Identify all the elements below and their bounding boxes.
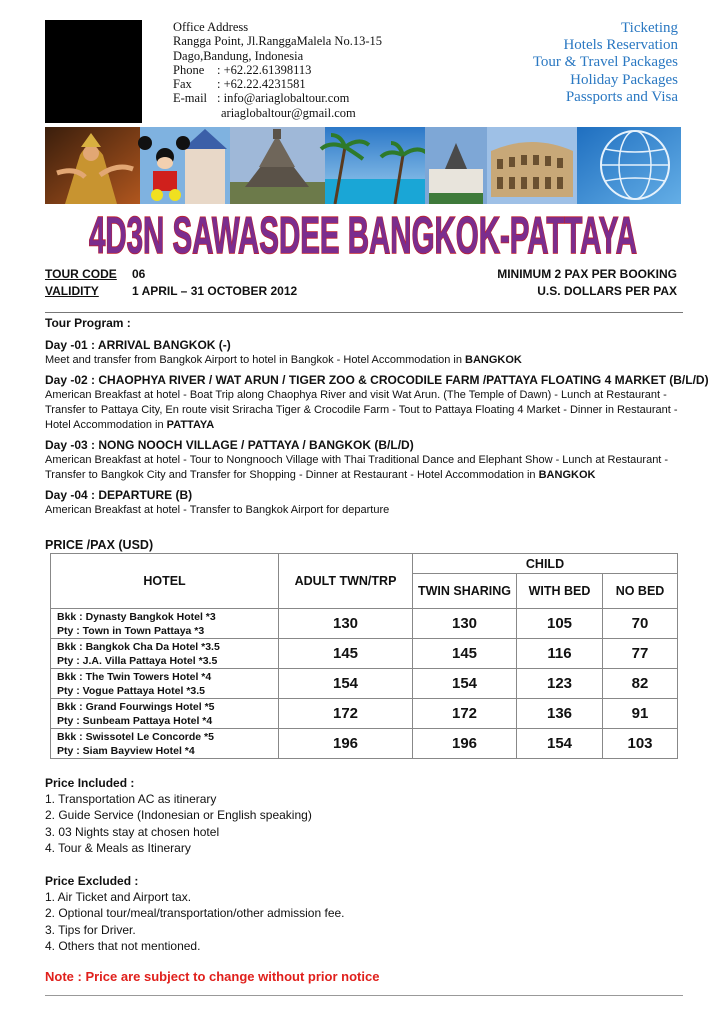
- travel-photo-banner: [45, 127, 681, 204]
- minimum-pax: MINIMUM 2 PAX PER BOOKING: [497, 267, 677, 281]
- table-row: [51, 639, 678, 669]
- services-list: [533, 20, 678, 106]
- title-wordart: [83, 203, 643, 265]
- adult-price: 154: [279, 669, 413, 699]
- service-item: Tour & Travel Packages: [532, 54, 678, 71]
- day-block: [45, 338, 685, 368]
- package-title: [0, 203, 725, 265]
- tour-code-value: 06: [132, 267, 146, 281]
- email-row: [173, 91, 382, 105]
- no-bed-price: 77: [603, 639, 678, 669]
- no-bed-price: 82: [603, 669, 678, 699]
- with-bed-price: 154: [517, 729, 603, 759]
- currency-note: U.S. DOLLARS PER PAX: [537, 284, 677, 298]
- fax-label: Fax: [173, 77, 192, 92]
- price-title: PRICE /PAX (USD): [45, 538, 154, 552]
- hotel-cell: Bkk : Swissotel Le Concorde *5 Pty : Siam Bayview Hotel *4: [51, 729, 279, 759]
- price-included: [45, 775, 312, 856]
- day-description: American Breakfast at hotel - Boat Trip along Chaophya River and visit Wat Arun. (The Temple of Dawn) - Lunch at Restaurant - Transfer to Pattaya City, En route visit Sriracha Tiger & Crocodile Farm - Tout to Pattaya Floating 4 Market - Dinner in Restaurant - Hotel Accommodation in PATTAYA: [45, 389, 678, 431]
- service-item: Passports and Visa: [565, 88, 678, 105]
- table-row: [51, 669, 678, 699]
- no-bed-price: 103: [603, 729, 678, 759]
- hotel-cell: Bkk : Bangkok Cha Da Hotel *3.5 Pty : J.A. Villa Pattaya Hotel *3.5: [51, 639, 279, 669]
- no-bed-price: 91: [603, 699, 678, 729]
- fax-row: [173, 77, 382, 91]
- adult-price: 172: [279, 699, 413, 729]
- adult-price: 130: [279, 609, 413, 639]
- twin-sharing-header: TWIN SHARING: [413, 574, 517, 609]
- twin-price: 154: [413, 669, 517, 699]
- title-text: 4D3N SAWASDEE BANGKOK-PATTAYA: [88, 207, 637, 265]
- child-header: CHILD: [413, 554, 678, 574]
- list-item: 3. Tips for Driver.: [45, 922, 136, 937]
- excluded-label: Price Excluded :: [45, 874, 139, 888]
- service-item: Holiday Packages: [570, 71, 678, 88]
- table-row: [51, 699, 678, 729]
- footer-divider: [45, 995, 683, 996]
- with-bed-price: 105: [517, 609, 603, 639]
- service-item: Hotels Reservation: [563, 37, 678, 54]
- no-bed-price: 70: [603, 609, 678, 639]
- with-bed-price: 116: [517, 639, 603, 669]
- list-item: 3. 03 Nights stay at chosen hotel: [45, 824, 220, 839]
- with-bed-header: WITH BED: [517, 574, 603, 609]
- adult-price: 196: [279, 729, 413, 759]
- email-value-1[interactable]: : info@ariaglobaltour.com: [217, 91, 350, 106]
- adult-header: ADULT TWN/TRP: [279, 554, 413, 609]
- twin-price: 145: [413, 639, 517, 669]
- validity-label: VALIDITY: [45, 284, 99, 298]
- day-block: [45, 488, 685, 518]
- list-item: 1. Air Ticket and Airport tax.: [45, 890, 192, 905]
- phone-label: Phone: [173, 62, 205, 77]
- table-header-row: [51, 554, 678, 574]
- twin-price: 130: [413, 609, 517, 639]
- no-bed-header: NO BED: [603, 574, 678, 609]
- address-line-1: Rangga Point, Jl.RanggaMalela No.13-15: [173, 34, 382, 49]
- day-description: American Breakfast at hotel - Transfer to Bangkok Airport for departure: [45, 504, 390, 516]
- day-block: [45, 438, 685, 483]
- office-address: [173, 20, 382, 120]
- service-item: Ticketing: [621, 20, 678, 36]
- divider: [45, 312, 683, 313]
- price-excluded: [45, 873, 345, 954]
- day-description: American Breakfast at hotel - Tour to Nongnooch Village with Thai Traditional Dance and Elephant Show - Lunch at Restaurant - Transfer to Bangkok City and Transfer for Shopping - Dinner at Restaurant - Hotel Accommodation in BANGKOK: [45, 454, 669, 481]
- included-label: Price Included :: [45, 776, 135, 790]
- day-heading: Day -03 : NONG NOOCH VILLAGE / PATTAYA / BANGKOK (B/L/D): [45, 438, 414, 452]
- validity-value: 1 APRIL – 31 OCTOBER 2012: [132, 284, 298, 298]
- adult-price: 145: [279, 639, 413, 669]
- hotel-cell: Bkk : The Twin Towers Hotel *4 Pty : Vogue Pattaya Hotel *3.5: [51, 669, 279, 699]
- list-item: 4. Tour & Meals as Itinerary: [45, 840, 191, 855]
- table-row: [51, 609, 678, 639]
- banner-collage-image: [45, 127, 681, 204]
- day-heading: Day -01 : ARRIVAL BANGKOK (-): [45, 338, 231, 352]
- hotel-cell: Bkk : Grand Fourwings Hotel *5 Pty : Sunbeam Pattaya Hotel *4: [51, 699, 279, 729]
- email-row-2: [173, 106, 382, 120]
- fax-value: : +62.22.4231581: [217, 77, 306, 92]
- day-block: [45, 373, 709, 433]
- twin-price: 172: [413, 699, 517, 729]
- hotel-header: HOTEL: [51, 554, 279, 609]
- with-bed-price: 136: [517, 699, 603, 729]
- twin-price: 196: [413, 729, 517, 759]
- tour-code-label: TOUR CODE: [45, 267, 117, 281]
- day-heading: Day -04 : DEPARTURE (B): [45, 488, 193, 502]
- program-label: Tour Program :: [45, 316, 131, 330]
- day-heading: Day -02 : CHAOPHYA RIVER / WAT ARUN / TIGER ZOO & CROCODILE FARM /PATTAYA FLOATING 4 MARKET (B/L/D): [45, 373, 709, 387]
- tour-program: [45, 316, 709, 518]
- address-line-2: Dago,Bandung, Indonesia: [173, 48, 304, 63]
- with-bed-price: 123: [517, 669, 603, 699]
- email-label: E-mail: [173, 91, 208, 106]
- company-logo: [45, 20, 142, 123]
- list-item: 2. Guide Service (Indonesian or English speaking): [45, 808, 312, 823]
- phone-row: [173, 63, 382, 77]
- list-item: 2. Optional tour/meal/transportation/other admission fee.: [45, 906, 345, 921]
- hotel-cell: Bkk : Dynasty Bangkok Hotel *3 Pty : Town in Town Pattaya *3: [51, 609, 279, 639]
- office-title: Office Address: [173, 20, 249, 34]
- price-table: [50, 553, 678, 759]
- table-row: [51, 729, 678, 759]
- price-change-note: Note : Price are subject to change without prior notice: [45, 969, 380, 984]
- list-item: 4. Others that not mentioned.: [45, 938, 201, 953]
- list-item: 1. Transportation AC as itinerary: [45, 792, 217, 807]
- phone-value: : +62.22.61398113: [217, 62, 312, 77]
- day-description: Meet and transfer from Bangkok Airport to hotel in Bangkok - Hotel Accommodation in BANGKOK: [45, 354, 522, 366]
- email-value-2[interactable]: ariaglobaltour@gmail.com: [221, 105, 356, 120]
